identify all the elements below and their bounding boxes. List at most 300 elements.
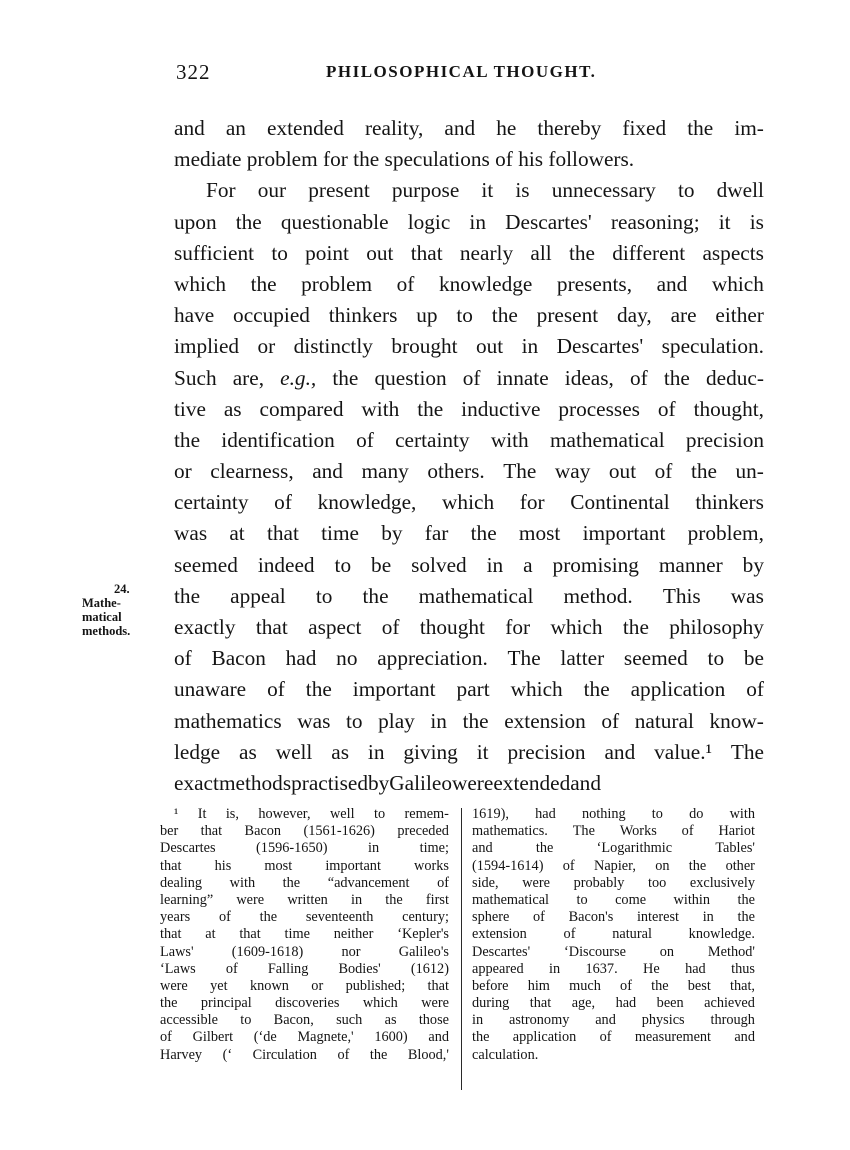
margin-note	[82, 582, 156, 638]
footnote-word: the	[385, 891, 403, 908]
body-text-word: promising	[552, 552, 639, 577]
footnote-word: much	[569, 977, 601, 994]
footnote-word: were	[160, 977, 188, 994]
footnote-word: sphere	[472, 909, 510, 926]
body-text-word: an	[225, 116, 246, 140]
footnote-word: It	[197, 806, 207, 822]
body-text-word: in	[521, 334, 539, 359]
body-text-word: The	[730, 739, 764, 764]
footnote-word: were	[522, 874, 550, 891]
body-text-line	[174, 113, 764, 144]
footnote-word: exclusively	[689, 874, 755, 891]
body-text-word: Descartes'	[556, 334, 644, 359]
footnote-word: come	[615, 891, 647, 908]
footnote-line	[472, 961, 755, 978]
footnote-word: the	[737, 909, 755, 926]
footnote-word: Bodies'	[338, 960, 381, 977]
body-text-word: is	[515, 178, 530, 203]
footnote-word: (1612)	[410, 960, 449, 977]
footnote-word: remem-	[404, 806, 449, 822]
body-text-word: precision	[507, 739, 586, 764]
body-text-word: extended	[493, 770, 571, 795]
footnote-word: best	[687, 977, 711, 994]
body-text-word: up	[416, 303, 438, 328]
body-text-word: Descartes'	[505, 209, 592, 234]
body-text-word: are,	[232, 365, 265, 390]
body-text-word: extension	[504, 708, 586, 733]
body-text-line	[174, 269, 764, 300]
body-text-word: sufficient	[174, 240, 255, 265]
body-text-word: the	[663, 365, 690, 390]
body-text-word: to	[707, 646, 725, 671]
body-text-word: upon	[174, 209, 217, 234]
body-text-word: to	[271, 240, 288, 265]
footnote-word: in	[548, 960, 561, 977]
footnote-line	[160, 875, 449, 892]
footnote-word: to	[373, 806, 386, 822]
footnote-word: knowledge.	[688, 926, 755, 943]
body-text-word: are	[670, 303, 697, 328]
footnote-word: Method'	[707, 943, 755, 960]
body-text-word: which	[711, 271, 764, 296]
body-text-word: the	[332, 365, 359, 390]
footnote-line	[160, 1012, 449, 1029]
footnote-word: him	[527, 977, 550, 994]
body-text-word: by	[742, 552, 764, 577]
body-text-word: part	[456, 677, 490, 702]
footnote-word: measurement	[634, 1029, 712, 1046]
footnote-word: time;	[419, 840, 449, 857]
body-text-word: the	[305, 677, 332, 702]
margin-note-number: 24.	[114, 582, 130, 596]
footnote-word: Bacon	[244, 823, 282, 840]
footnote-word: had	[685, 960, 706, 977]
body-text-word: certainty	[395, 427, 470, 452]
body-text	[174, 113, 764, 799]
footnote-word: interest	[636, 909, 680, 926]
body-text-word: thought	[419, 615, 485, 639]
body-text-word: out	[476, 334, 504, 359]
body-text-word: compared	[259, 396, 344, 421]
body-text-word: to	[334, 552, 352, 577]
body-text-word: of	[174, 646, 192, 671]
body-text-word: speculation.	[661, 334, 764, 359]
body-text-word: Galileo	[389, 770, 452, 795]
body-text-word: of	[267, 677, 285, 702]
body-text-word: a	[523, 552, 533, 577]
body-text-line	[174, 612, 764, 643]
body-text-word: have	[174, 303, 215, 328]
footnote-word: Falling	[267, 960, 309, 977]
body-text-word: and	[604, 739, 636, 764]
body-text-word: appeal	[230, 583, 286, 608]
footnote-word: Magnete,'	[297, 1029, 354, 1046]
body-text-word: the	[690, 459, 717, 484]
footnote-word: (1594-1614)	[472, 857, 544, 874]
body-text-word: in	[367, 739, 385, 764]
footnote-word: physics	[641, 1012, 685, 1029]
footnote-word: and	[734, 1029, 755, 1046]
footnote-line	[160, 840, 449, 857]
body-text-word: which	[550, 615, 603, 639]
body-text-word: problem,	[687, 521, 764, 546]
footnote-word: years	[160, 909, 191, 926]
body-text-word: latter	[560, 646, 605, 671]
body-text-word: it	[481, 178, 494, 203]
body-text-word: present	[536, 303, 599, 328]
body-text-word: and	[312, 459, 343, 484]
footnote-word: ber	[160, 823, 179, 840]
body-text-word: that	[266, 521, 299, 546]
footnote-line	[472, 926, 755, 943]
footnote-word: published;	[345, 977, 406, 994]
footnote-line	[160, 858, 449, 875]
footnote-word: in	[702, 909, 714, 926]
footnote-line	[160, 995, 449, 1012]
body-text-word: important	[582, 521, 666, 546]
footnote-line	[160, 978, 449, 995]
footnote-word: well	[329, 806, 355, 822]
footnote-word: that	[160, 926, 182, 943]
footnote-word: such	[336, 1012, 363, 1029]
body-text-word: of	[601, 708, 620, 733]
body-text-word: the	[491, 303, 518, 328]
body-text-word: application	[630, 677, 726, 702]
body-text-word: giving	[403, 739, 458, 764]
body-text-word: either	[715, 303, 764, 328]
body-text-word: problem	[301, 271, 373, 296]
body-text-word: processes	[558, 396, 640, 421]
body-text-word: fixed	[622, 116, 667, 140]
body-text-word: ideas,	[564, 365, 614, 390]
footnote-word: Circulation	[252, 1046, 317, 1063]
body-text-word: exactly	[174, 615, 236, 639]
body-text-word: different	[612, 240, 686, 265]
body-text-word: to	[345, 708, 363, 733]
body-text-word: extended	[267, 116, 344, 140]
body-text-word: nearly	[459, 240, 514, 265]
margin-note-line: matical	[82, 610, 122, 624]
footnote-word: to	[651, 806, 663, 822]
footnote-word: 1619),	[472, 806, 509, 822]
body-text-word: to	[677, 178, 695, 203]
body-text-word: which	[442, 490, 495, 515]
footnote-word: of	[599, 1029, 612, 1046]
footnote-word: nor	[341, 943, 361, 960]
body-text-word: well	[275, 739, 313, 764]
footnote-word: of	[437, 874, 449, 891]
body-text-word: seemed	[623, 646, 688, 671]
body-text-word: Such	[174, 365, 217, 390]
footnote-word: nothing	[581, 806, 626, 822]
footnote-word: to	[576, 891, 588, 908]
margin-note-line: methods.	[82, 624, 131, 638]
body-text-line	[174, 300, 764, 331]
footnote-line	[160, 823, 449, 840]
footnote-word: too	[648, 874, 667, 891]
body-text-word: presents,	[556, 271, 633, 296]
body-text-word: appreciation.	[377, 646, 488, 671]
body-text-line	[174, 175, 764, 206]
body-text-line	[174, 737, 764, 768]
footnote-word: other	[725, 857, 755, 874]
footnote-word: had	[615, 995, 637, 1012]
footnote-word: He	[643, 960, 660, 977]
body-text-line	[174, 674, 764, 705]
body-text-word: exact	[174, 770, 219, 795]
page-number: 322	[176, 60, 211, 84]
footnote-word: most	[264, 857, 293, 874]
footnote-word: 1600)	[374, 1029, 408, 1046]
body-text-word: that	[255, 615, 288, 639]
footnote-word: accessible	[160, 1012, 218, 1029]
footnote-word: on	[659, 943, 675, 960]
footnote-line	[472, 840, 755, 857]
footnote-word: of	[563, 926, 576, 943]
body-text-word: out	[608, 459, 637, 484]
footnote-word: the	[259, 909, 278, 926]
footnote-word: been	[656, 995, 684, 1012]
footnote-word: the	[472, 1029, 490, 1046]
footnote-word: were	[236, 891, 265, 908]
body-text-word: clearness,	[210, 459, 294, 484]
body-text-word: the	[174, 427, 201, 452]
footnote-word: Bacon's	[568, 909, 614, 926]
footnote-word: ¹	[174, 806, 179, 822]
footnote-word: Works	[619, 823, 657, 840]
body-text-word: thinkers	[328, 303, 398, 328]
body-text-word: the	[417, 396, 444, 421]
body-text-word: which	[174, 271, 227, 296]
body-text-word: present	[308, 178, 370, 203]
footnote-word: at	[205, 926, 216, 943]
body-text-word: time	[321, 521, 359, 546]
footnote-word: were	[421, 995, 449, 1012]
footnote-line	[472, 909, 755, 926]
body-text-line	[174, 706, 764, 737]
body-text-word: solved	[411, 552, 467, 577]
margin-note-line: Mathe-	[82, 596, 121, 610]
body-text-word: most	[518, 521, 561, 546]
body-text-line	[174, 768, 764, 799]
body-text-word: manner	[658, 552, 723, 577]
footnote-word: Blood,'	[407, 1046, 449, 1063]
footnote-word: of	[562, 857, 575, 874]
body-text-word: certainty	[174, 490, 249, 515]
footnote-word: (‘de	[253, 1029, 277, 1046]
footnote-word: of	[218, 909, 231, 926]
footnote-line	[160, 909, 449, 926]
body-text-word: Continental	[570, 490, 670, 515]
footnote-line	[472, 1012, 755, 1029]
body-text-word: thereby	[537, 116, 602, 140]
footnote-word: Galileo's	[398, 943, 449, 960]
body-text-word: in	[469, 209, 486, 234]
footnote-word: of	[681, 823, 694, 840]
body-text-word: methods	[218, 770, 292, 795]
footnote-line	[472, 858, 755, 875]
footnote-line	[160, 806, 449, 823]
body-text-word: precision	[685, 427, 764, 452]
body-text-line	[174, 331, 764, 362]
body-text-word: seemed	[174, 552, 238, 577]
footnote-word: of	[533, 909, 545, 926]
body-text-word: was	[730, 583, 764, 608]
footnote-word: (1609-1618)	[231, 943, 304, 960]
footnote-word: of	[337, 1046, 350, 1063]
footnote-word: which	[362, 995, 398, 1012]
footnote-word: probably	[573, 874, 625, 891]
body-text-word: identification	[221, 427, 335, 452]
body-text-word: for	[519, 490, 545, 515]
body-text-word: way	[554, 459, 591, 484]
footnote-word: Laws'	[160, 943, 194, 960]
body-text-word: reality,	[364, 116, 424, 140]
body-text-word: play	[378, 708, 415, 733]
footnote-word: preceded	[397, 823, 449, 840]
body-text-word: to	[456, 303, 473, 328]
footnote-word: in	[368, 840, 380, 857]
footnote-word: century;	[402, 909, 449, 926]
body-text-word: the	[174, 583, 201, 608]
footnote-word: yet	[210, 977, 228, 994]
body-text-word: as	[239, 739, 257, 764]
body-text-word: of	[654, 459, 673, 484]
body-text-word: day,	[617, 303, 652, 328]
body-text-word: implied	[174, 334, 240, 359]
body-text-word: aspects	[702, 240, 764, 265]
body-text-word: to	[315, 583, 333, 608]
body-text-word: knowledge	[438, 271, 533, 296]
body-text-word: that	[410, 240, 443, 265]
body-text-word: were	[451, 770, 494, 795]
footnote-word: that,	[729, 977, 755, 994]
footnote-word: in	[472, 1012, 484, 1029]
footnote-word: with	[229, 874, 256, 891]
footnote-word: the	[651, 977, 669, 994]
footnote-line	[160, 926, 449, 943]
body-text-word: reasoning;	[610, 209, 700, 234]
footnote-word: written	[287, 891, 328, 908]
body-text-line	[174, 394, 764, 425]
body-text-word: in	[430, 708, 447, 733]
body-text-word: mathematics	[174, 708, 282, 733]
body-text-word: indeed	[257, 552, 315, 577]
footnote-word: side,	[472, 874, 499, 891]
footnote-word: achieved	[704, 995, 755, 1012]
footnote-line	[160, 892, 449, 909]
body-text-line	[174, 518, 764, 549]
body-text-word: in	[486, 552, 504, 577]
footnote-word: or	[311, 977, 324, 994]
body-text-word: by	[381, 521, 403, 546]
body-text-word: out	[366, 240, 394, 265]
footnote-column-right	[472, 806, 755, 1064]
body-text-word: no	[336, 646, 358, 671]
footnote-line	[472, 978, 755, 995]
body-text-word: logic	[407, 209, 451, 234]
body-text-word: of	[356, 427, 374, 452]
footnote-line	[472, 823, 755, 840]
body-text-word: at	[229, 521, 245, 546]
body-text-word: the	[235, 209, 262, 234]
body-text-word: the	[462, 708, 489, 733]
footnote-line	[472, 944, 755, 961]
footnote-word: Descartes'	[472, 943, 531, 960]
body-text-word: others.	[427, 459, 485, 484]
body-text-word: thinkers	[695, 490, 764, 515]
footnote-word: Descartes	[160, 840, 216, 857]
body-text-word: practised	[291, 770, 368, 795]
footnote-word: and	[595, 1012, 616, 1029]
body-text-line	[174, 581, 764, 612]
body-text-word: mathematical	[549, 427, 665, 452]
body-text-word: far	[424, 521, 449, 546]
body-text-word: with	[490, 427, 529, 452]
body-text-word: thought,	[693, 396, 764, 421]
body-text-word: tive	[174, 396, 206, 421]
body-text-word: the	[470, 521, 497, 546]
body-text-word: For	[206, 178, 236, 203]
footnote-word: known	[250, 977, 289, 994]
body-text-word: and	[444, 116, 476, 140]
footnote-word: the	[688, 857, 707, 874]
body-text-word: questionable	[280, 209, 389, 234]
body-text-word: important	[352, 677, 436, 702]
footnote-word: discoveries	[275, 995, 340, 1012]
footnote-word: of	[160, 1029, 172, 1046]
body-text-word: for	[505, 615, 531, 639]
body-text-line	[174, 550, 764, 581]
footnote-word: mathematics.	[472, 823, 548, 840]
footnote-word: “advancement	[327, 874, 410, 891]
footnote-word: ‘Logarithmic	[596, 840, 673, 857]
footnote-word: with	[729, 806, 755, 822]
body-text-word: was	[174, 521, 208, 546]
body-text-word: and	[174, 116, 205, 140]
footnote-word: that	[160, 857, 182, 874]
body-text-word: which	[510, 677, 563, 702]
footnote-word: within	[673, 891, 711, 908]
body-text-word: the	[622, 615, 649, 639]
footnote-word: ‘Laws	[160, 960, 196, 977]
body-text-word: natural	[634, 708, 694, 733]
footnote-word: as	[384, 1012, 397, 1029]
footnote-word: (1596-1650)	[256, 840, 328, 857]
body-text-line	[174, 456, 764, 487]
footnote-line	[160, 1029, 449, 1046]
footnote-word: through	[710, 1012, 755, 1029]
footnote-word: his	[214, 857, 232, 874]
footnote-word: the	[737, 891, 755, 908]
body-text-word: be	[371, 552, 392, 577]
footnote-word: seventeenth	[305, 909, 374, 926]
body-text-word: mediate problem for the speculations of his followers.	[174, 147, 635, 172]
footnote-word: of	[620, 977, 632, 994]
body-text-word: all	[530, 240, 552, 265]
body-text-line	[174, 144, 764, 175]
footnote-word: appeared	[472, 960, 524, 977]
body-text-word: dwell	[716, 178, 764, 203]
body-text-word: occupied	[233, 303, 310, 328]
body-text-word: and	[570, 770, 601, 795]
body-text-word: many	[361, 459, 409, 484]
body-text-word: of	[381, 615, 400, 639]
body-text-word: knowledge,	[317, 490, 417, 515]
body-text-line	[174, 207, 764, 238]
body-text-word: be	[743, 646, 764, 671]
footnote-word: on	[655, 857, 670, 874]
